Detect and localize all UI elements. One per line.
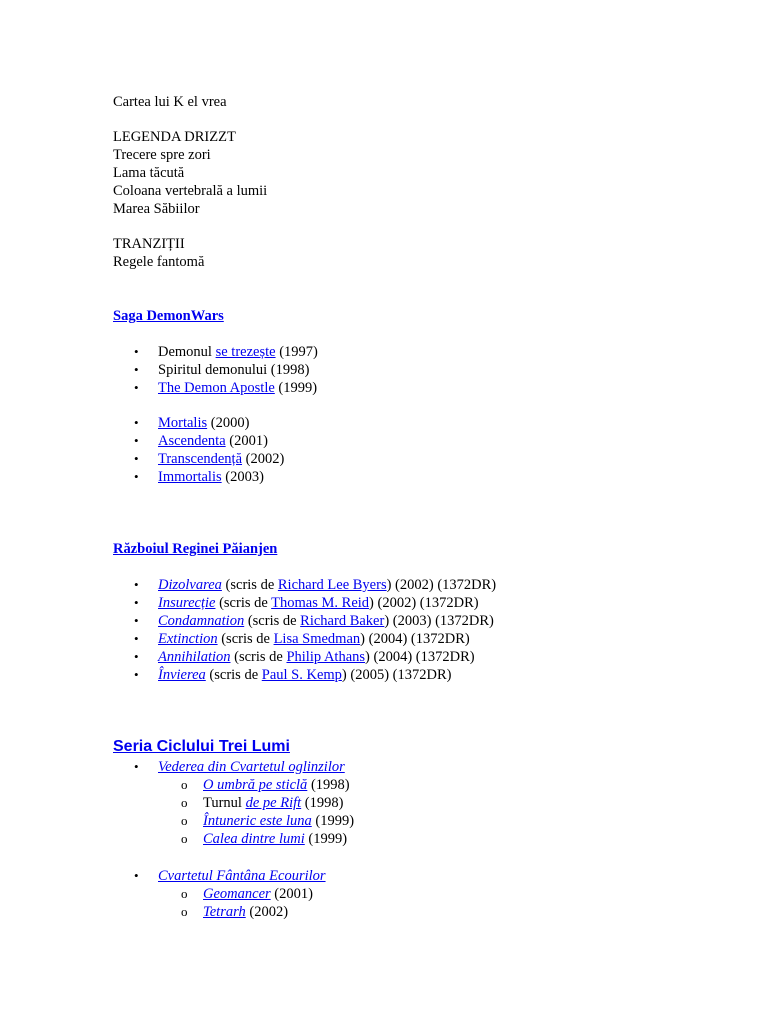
drizzt-title: LEGENDA DRIZZT [113, 129, 236, 145]
list-item: • Ascendenta (2001) [113, 432, 753, 450]
list-item: • Demonul se trezește (1997) [113, 343, 753, 361]
three-worlds-list [113, 758, 753, 776]
list-item: • Extinction (scris de Lisa Smedman) (2004) (1372DR) [113, 630, 753, 648]
demonwars-list-1 [113, 343, 753, 397]
list-item: • Transcendență (2002) [113, 450, 753, 468]
book-link[interactable]: Extinction [158, 631, 218, 647]
author-link[interactable]: Paul S. Kemp [261, 667, 342, 683]
list-item: • Mortalis (2000) [113, 414, 753, 432]
list-item: o Întuneric este luna (1999) [113, 812, 753, 830]
book-link[interactable]: O umbră pe sticlă [203, 777, 308, 793]
book-link[interactable]: Ascendenta [158, 433, 226, 449]
book-link[interactable]: Dizolvarea [158, 577, 222, 593]
series-item [113, 758, 753, 776]
series2-books [113, 885, 753, 921]
book-link[interactable]: Calea dintre lumi [203, 831, 305, 847]
series-link[interactable]: Cvartetul Fântâna Ecourilor [158, 868, 326, 884]
series-link[interactable]: Vederea din Cvartetul oglinzilor [158, 759, 345, 775]
book-link[interactable]: se trezește [215, 344, 276, 360]
list-item: • Învierea (scris de Paul S. Kemp) (2005) (1372DR) [113, 666, 753, 684]
book-link[interactable]: Annihilation [158, 649, 231, 665]
book-link[interactable]: Tetrarh [203, 904, 246, 920]
spider-queen-heading-link[interactable]: Războiul Reginei Păianjen [113, 541, 278, 557]
book-link[interactable]: Învierea [158, 667, 206, 683]
book-link[interactable]: Transcendență [158, 451, 243, 467]
drizzt-book: Marea Săbiilor [113, 201, 200, 217]
tranzitii-title: TRANZIȚII [113, 236, 185, 252]
list-item: • Annihilation (scris de Philip Athans) (2004) (1372DR) [113, 648, 753, 666]
list-item: • Immortalis (2003) [113, 468, 753, 486]
author-link[interactable]: Richard Baker [300, 613, 385, 629]
book-link[interactable]: Geomancer [203, 886, 271, 902]
list-item: o Turnul de pe Rift (1998) [113, 794, 753, 812]
book-link[interactable]: Insurecție [158, 595, 216, 611]
list-item: o Calea dintre lumi (1999) [113, 830, 753, 848]
list-item: • Condamnation (scris de Richard Baker) (2003) (1372DR) [113, 612, 753, 630]
drizzt-book: Lama tăcută [113, 165, 185, 181]
three-worlds-list-2 [113, 867, 753, 885]
author-link[interactable]: Thomas M. Reid [271, 595, 370, 611]
series1-books [113, 776, 753, 848]
list-item: o O umbră pe sticlă (1998) [113, 776, 753, 794]
list-item: • Insurecție (scris de Thomas M. Reid) (2002) (1372DR) [113, 594, 753, 612]
drizzt-book: Trecere spre zori [113, 147, 211, 163]
drizzt-book: Coloana vertebrală a lumii [113, 183, 268, 199]
book-link[interactable]: Mortalis [158, 415, 208, 431]
list-item: o Geomancer (2001) [113, 885, 753, 903]
demonwars-heading-link[interactable]: Saga DemonWars [113, 308, 224, 324]
list-item: o Tetrarh (2002) [113, 903, 753, 921]
book-link[interactable]: Întuneric este luna [203, 813, 312, 829]
list-item: • Dizolvarea (scris de Richard Lee Byers) (2002) (1372DR) [113, 576, 753, 594]
intro-line: Cartea lui K el vrea [113, 94, 227, 110]
demonwars-list-2 [113, 414, 753, 486]
book-link[interactable]: de pe Rift [245, 795, 302, 811]
spider-queen-list [113, 576, 753, 684]
author-link[interactable]: Philip Athans [286, 649, 366, 665]
series-item [113, 867, 753, 885]
book-link[interactable]: Condamnation [158, 613, 245, 629]
three-worlds-heading-link[interactable]: Seria Ciclului Trei Lumi [113, 738, 290, 755]
author-link[interactable]: Lisa Smedman [273, 631, 361, 647]
book-link[interactable]: The Demon Apostle [158, 380, 275, 396]
list-item: • Spiritul demonului (1998) [113, 361, 753, 379]
author-link[interactable]: Richard Lee Byers [277, 577, 387, 593]
book-link[interactable]: Immortalis [158, 469, 222, 485]
document-body [113, 93, 753, 921]
list-item: • The Demon Apostle (1999) [113, 379, 753, 397]
tranzitii-book: Regele fantomă [113, 254, 205, 270]
